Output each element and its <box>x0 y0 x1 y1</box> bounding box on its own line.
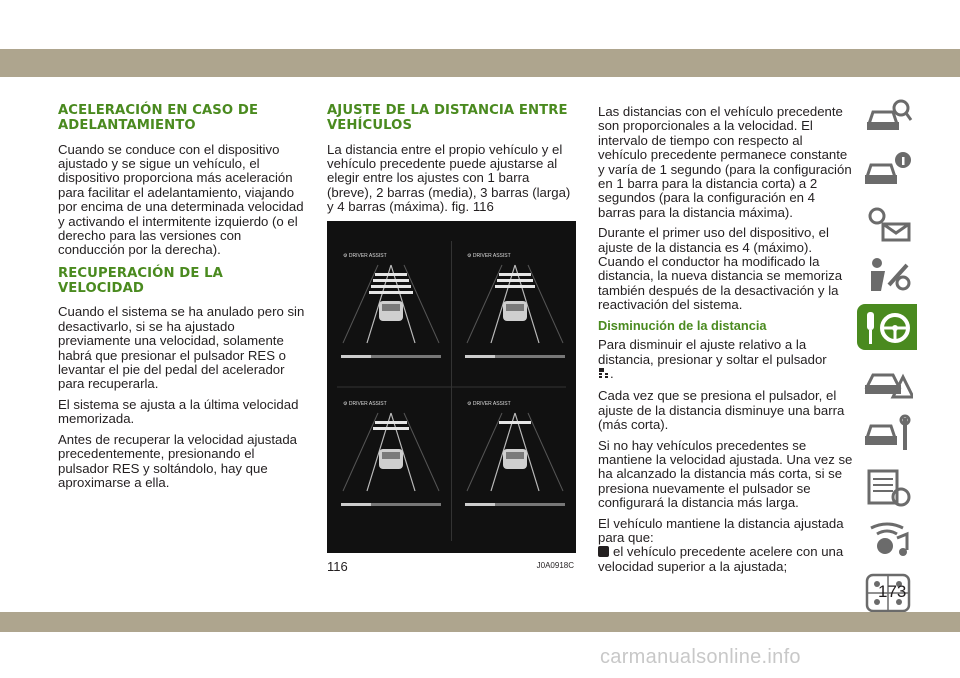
vehicle-window <box>506 452 524 459</box>
paragraph: Si no hay vehículos precedentes se mantiene la velocidad ajustada. Una vez se ha alcanzado la distancia más corta, si se presiona nuevamente el pulsador se configurará la distancia más larga. <box>598 437 853 511</box>
panel-label: ⚙ DRIVER ASSIST <box>467 401 511 407</box>
vehicle-window <box>506 304 524 311</box>
period: . <box>610 365 614 381</box>
bullet-item <box>598 545 853 574</box>
distance-bar <box>499 273 531 276</box>
bullet-text: el vehículo precedente acelere con una velocidad superior a la ajustada; <box>598 544 844 574</box>
paragraph: Cuando el sistema se ha anulado pero sin desactivarlo, si se ha ajustado previamente una velocidad, solamente habrá que presionar el pulsador RES o levantar el pie del pedal del acelerador para recuperarla. <box>58 304 305 392</box>
column-1 <box>58 104 308 496</box>
paragraph: Las distancias con el vehículo precedente son proporcionales a la velocidad. El intervalo de tiempo con respecto al vehículo precedente permanece constante y varía de 1 segundo (para la configuración en 1 barra para la distancia corta) a 2 segundos (para la configuración en 4 barras para la distancia máxima). <box>598 104 852 220</box>
footer-band <box>0 612 960 632</box>
figure-code: J0A0918C <box>536 561 574 570</box>
gauge-fill <box>341 503 371 506</box>
paragraph: Cuando se conduce con el dispositivo ajustado y se sigue un vehículo, el dispositivo proporciona más aceleración para facilitar el adelantamiento, viajando por encima de una determinada velocidad y activando el intermitente izquierdo (o el derecho para las versiones con conducción por la derecha). <box>58 141 304 258</box>
paragraph: Durante el primer uso del dispositivo, el ajuste de la distancia es 4 (máximo). Cuando el conductor ha modificado la distancia, la nueva distancia se memoriza también después de la desactivación y la reactivación del sistema. <box>598 225 843 313</box>
paragraph-text: Para disminuir el ajuste relativo a la distancia, presionar y soltar el pulsador <box>598 337 827 367</box>
distance-button-icon <box>598 367 610 383</box>
panel-label: ⚙ DRIVER ASSIST <box>343 253 387 259</box>
tab-car-breakdown[interactable] <box>857 357 917 403</box>
heading-speed-recovery: RECUPERACIÓN DE LA VELOCIDAD <box>58 265 223 296</box>
distance-bar <box>373 427 409 430</box>
column-3 <box>598 105 853 580</box>
paragraph: Cada vez que se presiona el pulsador, el ajuste de la distancia disminuye una barra (más corta). <box>598 388 845 433</box>
heading-distance-adjust: AJUSTE DE LA DISTANCIA ENTRE VEHÍCULOS <box>327 103 568 133</box>
gauge-fill <box>465 503 495 506</box>
gauge-fill <box>341 355 371 358</box>
top-margin <box>0 0 960 49</box>
warning-lights-icon <box>863 202 913 242</box>
display-panel <box>465 253 565 358</box>
driver-assist-screens <box>327 221 576 553</box>
display-panel <box>465 401 565 506</box>
page-number: 173 <box>878 582 907 601</box>
panel-label: ⚙ DRIVER ASSIST <box>467 253 511 259</box>
gauge-fill <box>465 355 495 358</box>
watermark: carmanualsonline.info <box>600 646 801 668</box>
paragraph: El vehículo mantiene la distancia ajustada para que: <box>598 515 844 545</box>
distance-bar <box>369 291 413 294</box>
distance-bar <box>499 421 531 424</box>
paragraph: El sistema se ajusta a la última velocidad memorizada. <box>58 396 299 427</box>
seatbelt-airbag-icon <box>863 255 913 295</box>
tab-multimedia[interactable] <box>857 516 917 562</box>
multimedia-icon <box>863 520 913 560</box>
tab-car-info[interactable] <box>857 145 917 191</box>
column-2 <box>327 104 577 221</box>
figure-caption <box>327 559 576 574</box>
bullet-square-icon <box>598 546 609 557</box>
tab-car-search[interactable] <box>857 92 917 138</box>
distance-bar <box>375 421 407 424</box>
tab-key-steering-wheel[interactable] <box>857 304 917 350</box>
spec-list-icon <box>863 467 913 507</box>
panel-label: ⚙ DRIVER ASSIST <box>343 401 387 407</box>
subheading-decrease-distance: Disminución de la distancia <box>598 317 767 333</box>
distance-bar <box>375 273 407 276</box>
distance-bar <box>495 285 535 288</box>
car-info-icon <box>863 149 913 189</box>
distance-bar <box>497 279 533 282</box>
tab-seatbelt-airbag[interactable] <box>857 251 917 297</box>
figure-116 <box>327 221 576 553</box>
tab-spec-list[interactable] <box>857 463 917 509</box>
display-panel <box>341 253 441 358</box>
distance-bar <box>373 279 409 282</box>
car-tools-icon <box>863 414 913 454</box>
header-band <box>0 49 960 77</box>
paragraph: Antes de recuperar la velocidad ajustada precedentemente, presionando el pulsador RES y soltándolo, hay que aproximarse a ella. <box>58 431 297 490</box>
chapter-tabs <box>857 92 917 622</box>
paragraph: La distancia entre el propio vehículo y el vehículo precedente puede ajustarse al elegir entre los ajustes con 1 barra (breve), 2 barras (media), 3 barras (larga) y 4 barras (máxima). fig. 116 <box>327 141 571 215</box>
display-panel <box>341 401 441 506</box>
tab-warning-lights[interactable] <box>857 198 917 244</box>
figure-number: 116 <box>327 559 348 574</box>
car-search-icon <box>863 96 913 136</box>
distance-bar <box>371 285 411 288</box>
paragraph <box>598 338 853 383</box>
vehicle-window <box>382 304 400 311</box>
vehicle-window <box>382 452 400 459</box>
key-steering-wheel-icon <box>863 308 913 348</box>
heading-overtaking: ACELERACIÓN EN CASO DE ADELANTAMIENTO <box>58 103 259 133</box>
car-breakdown-icon <box>863 361 913 401</box>
tab-car-tools[interactable] <box>857 410 917 456</box>
